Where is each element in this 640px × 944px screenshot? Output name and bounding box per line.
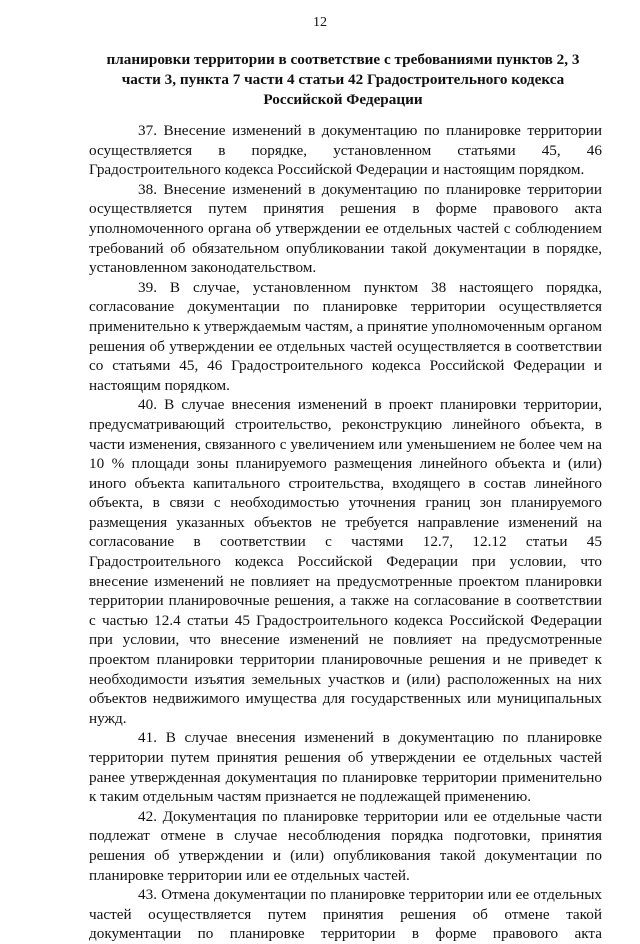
page-number: 12 (313, 15, 327, 30)
paragraph-37: 37. Внесение изменений в документацию по планировке территории осуществляется в порядке, установленном статьями 45, 46 Градостроительного кодекса Российской Федерации и настоящим порядком. (89, 122, 602, 179)
paragraph-42: 42. Документация по планировке территории или ее отдельные части подлежат отмене в случае несоблюдения порядка подготовки, принятия решения об утверждении и (или) опубликования такой документации по планировке территории или ее отдельных частей. (89, 807, 602, 884)
section-heading: планировки территории в соответствие с требованиями пунктов 2, 3 части 3, пункта 7 части 4 статьи 42 Градостроительного кодекса Российской Федерации (106, 51, 580, 108)
paragraph-43: 43. Отмена документации по планировке территории или ее отдельных частей осуществляется путем принятия решения об отмене такой документации по планировке территории в форме правового акта (89, 886, 602, 943)
paragraph-39: 39. В случае, установленном пунктом 38 настоящего порядка, согласование документации по планировке территории осуществляется применительно к утверждаемым частям, а принятие уполномоченным органом решения об утверждении ее отдельных частей осуществляется в соответствии со статьями 45, 46 Градостроительного кодекса Российской Федерации и настоящим порядком. (89, 278, 602, 394)
paragraph-38: 38. Внесение изменений в документацию по планировке территории осуществляется путем принятия решения в форме правового акта уполномоченного органа об утверждении ее отдельных частей с соблюдением требований об обязательном опубликовании такой документации в порядке, установленном законодательством. (89, 180, 602, 277)
paragraph-40: 40. В случае внесения изменений в проект планировки территории, предусматривающий строительство, реконструкцию линейного объекта, в части изменения, связанного с увеличением или уменьшением не более чем на 10 % площади зоны планируемого размещения линейного объекта и (или) иного объекта капитального строительства, входящего в состав линейного объекта, в связи с необходимостью уточнения границ зон планируемого размещения указанных объектов не требуется направление изменений на согласование в соответствии с частями 12.7, 12.12 статьи 45 Градостроительного кодекса Российской Федерации при условии, что внесение изменений не повлияет на предусмотренные проектом планировки территории планировочные решения, а также на согласование в соответствии с частью 12.4 статьи 45 Градостроительного кодекса Российской Федерации при условии, что внесение изменений не повлияет на предусмотренные проектом планировки территории планировочные решения и не приведет к необходимости изъятия земельных участков и (или) расположенных на них объектов недвижимого имущества для государственных или муниципальных нужд. (89, 396, 602, 727)
document-body (89, 121, 602, 944)
paragraph-41: 41. В случае внесения изменений в документацию по планировке территории путем принятия решения об утверждении ее отдельных частей ранее утвержденная документация по планировке территории применительно к таким отдельным частям признается не подлежащей применению. (89, 729, 602, 806)
